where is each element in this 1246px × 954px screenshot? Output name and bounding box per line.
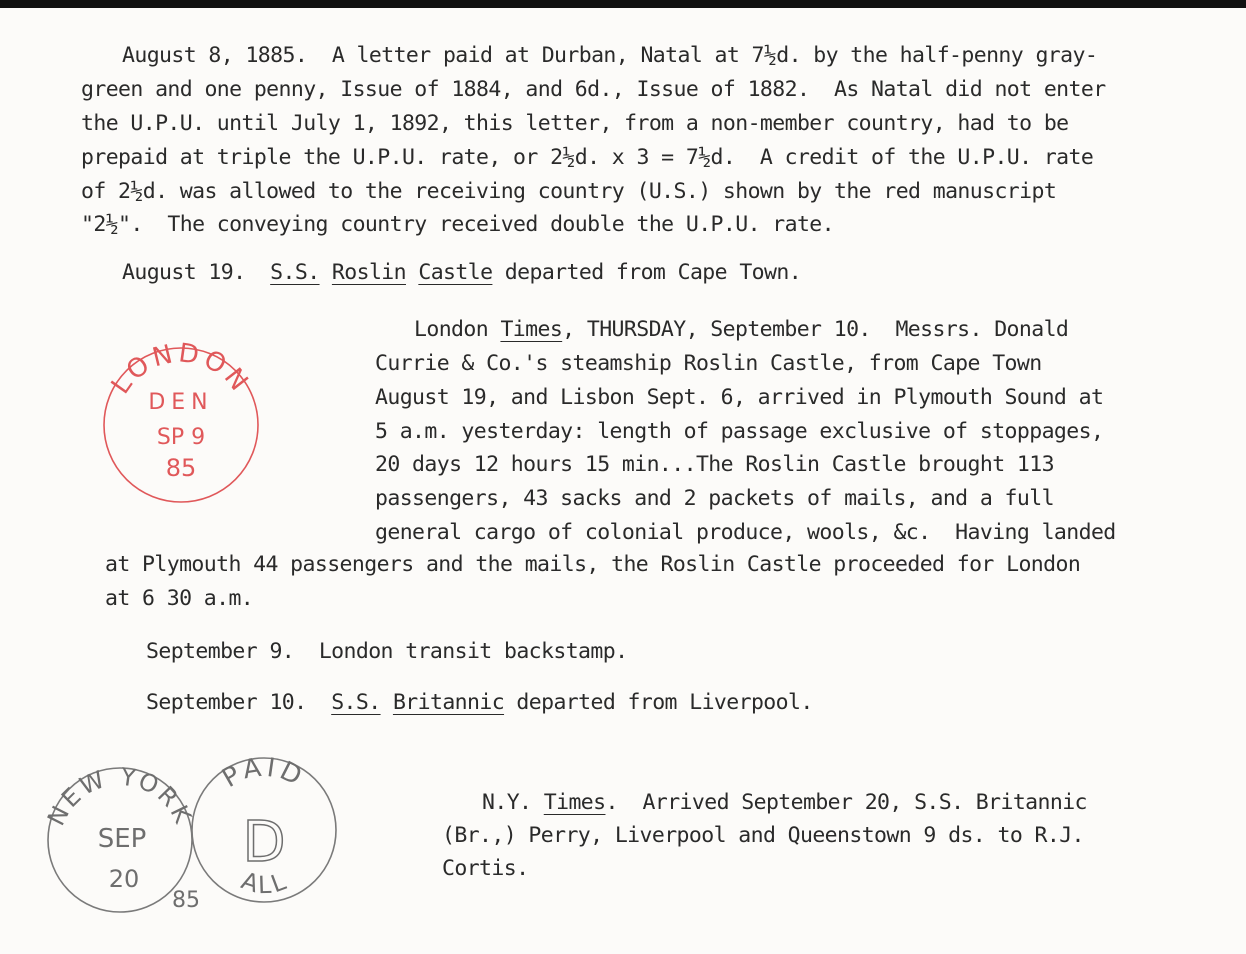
quote-lead: London bbox=[414, 317, 489, 342]
stamp-date: SP 9 bbox=[156, 425, 206, 450]
text-line: Currie & Co.'s steamship Roslin Castle, from Cape Town bbox=[375, 351, 1042, 376]
text-line: 20 days 12 hours 15 min...The Roslin Castle brought 113 bbox=[375, 452, 1054, 477]
text-line bbox=[482, 791, 1087, 815]
text-line: at 6 30 a.m. bbox=[105, 586, 254, 611]
text-line bbox=[414, 318, 1068, 342]
text-line: (Br.,) Perry, Liverpool and Queenstown 9 ds. to R.J. bbox=[442, 823, 1084, 848]
text-line: green and one penny, Issue of 1884, and 6d., Issue of 1882. As Natal did not enter bbox=[81, 77, 1106, 102]
ship-name: Britannic bbox=[392, 690, 505, 715]
entry-text: departed from Liverpool. bbox=[516, 690, 813, 715]
stamp-day: 20 bbox=[108, 865, 140, 893]
text-line: prepaid at triple the U.P.U. rate, or 2½d. x 3 = 7½d. A credit of the U.P.U. rate bbox=[81, 145, 1094, 170]
ship-name: Castle bbox=[418, 260, 493, 285]
ship-prefix: S.S. bbox=[331, 690, 381, 715]
stamp-city: LONDON bbox=[105, 340, 256, 400]
newspaper-name: Times bbox=[500, 317, 563, 342]
entry-september-10 bbox=[146, 691, 813, 715]
text-line: "2½". The conveying country received double the U.P.U. rate. bbox=[81, 212, 834, 237]
stamp-letter: D bbox=[242, 810, 286, 875]
text-line: 5 a.m. yesterday: length of passage exclusive of stoppages, bbox=[375, 419, 1104, 444]
stamp-all-label: ALL bbox=[237, 866, 293, 900]
stamp-paid-label: PAID bbox=[217, 753, 310, 794]
text-line: general cargo of colonial produce, wools, &c. Having landed bbox=[375, 520, 1116, 545]
text-line: August 19, and Lisbon Sept. 6, arrived in Plymouth Sound at bbox=[375, 385, 1104, 410]
paid-all-postmark-stamp bbox=[187, 753, 342, 908]
quote-text: , THURSDAY, September 10. Messrs. Donald bbox=[562, 317, 1069, 342]
stamp-year: 85 bbox=[172, 888, 200, 913]
entry-august-19 bbox=[122, 261, 801, 285]
text-line: of 2½d. was allowed to the receiving country (U.S.) shown by the red manuscript bbox=[81, 179, 1057, 204]
stamp-month: SEP bbox=[97, 824, 147, 854]
text-line: the U.P.U. until July 1, 1892, this letter, from a non-member country, had to be bbox=[81, 111, 1069, 136]
quote-text: . Arrived September 20, S.S. Britannic bbox=[605, 790, 1087, 815]
stamp-office: DEN bbox=[148, 390, 214, 415]
quote-lead: N.Y. bbox=[482, 790, 532, 815]
london-postmark-stamp bbox=[96, 340, 266, 510]
text-line: Cortis. bbox=[442, 856, 529, 881]
entry-text: departed from Cape Town. bbox=[504, 260, 802, 285]
text-line: at Plymouth 44 passengers and the mails, the Roslin Castle proceeded for London bbox=[105, 552, 1081, 577]
stamp-city: NEW YORK bbox=[42, 765, 198, 831]
newspaper-name: Times bbox=[543, 790, 606, 815]
entry-september-9: September 9. London transit backstamp. bbox=[146, 639, 628, 664]
ship-prefix: S.S. bbox=[270, 260, 320, 285]
entry-date: September 10. bbox=[146, 690, 307, 715]
text-line: passengers, 43 sacks and 2 packets of mails, and a full bbox=[375, 486, 1054, 511]
top-border bbox=[0, 0, 1246, 8]
stamp-year: 85 bbox=[165, 454, 197, 482]
entry-date: August 19. bbox=[122, 260, 246, 285]
ship-name: Roslin bbox=[331, 260, 406, 285]
text-line: August 8, 1885. A letter paid at Durban, Natal at 7½d. by the half-penny gray- bbox=[122, 43, 1098, 68]
